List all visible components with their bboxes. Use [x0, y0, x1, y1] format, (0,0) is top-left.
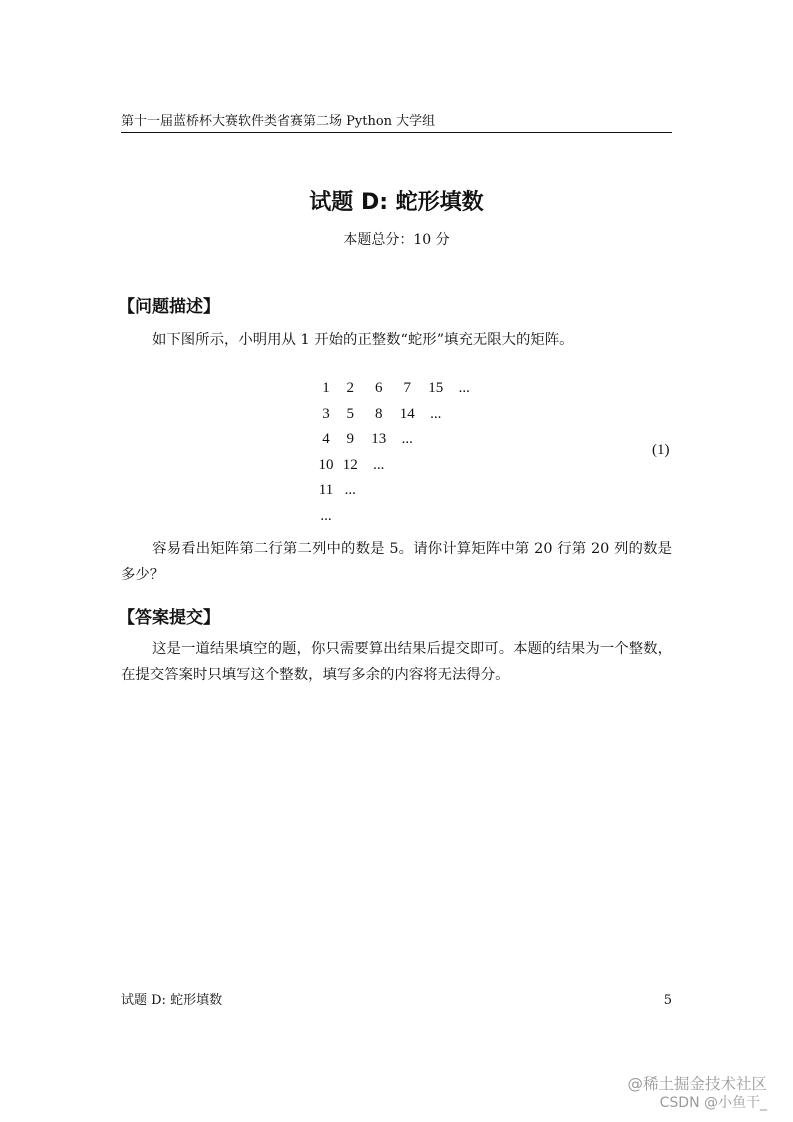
matrix-cell: 10	[318, 456, 334, 473]
description-intro-text: 如下图所示，小明用从 1 开始的正整数“蛇形”填充无限大的矩阵。	[152, 332, 574, 348]
matrix-cell: 2	[346, 380, 354, 396]
watermark-line-2: CSDN @小鱼干_	[659, 1095, 767, 1111]
matrix-row	[316, 402, 479, 428]
problem-title: 试题 D: 蛇形填数	[309, 190, 484, 215]
matrix-cell: ...	[344, 482, 356, 498]
matrix-cell: 6	[375, 380, 383, 396]
matrix-cell: 12	[342, 456, 358, 473]
watermark	[627, 1074, 767, 1113]
description-question-text: 容易看出矩阵第二行第二列中的数是 5。请你计算矩阵中第 20 行第 20 列的数是多少？	[121, 541, 672, 583]
problem-score: 本题总分：10 分	[343, 232, 450, 248]
matrix-row	[316, 376, 479, 402]
matrix-cell: ...	[401, 431, 413, 447]
page-number: 5	[663, 993, 672, 1008]
matrix-cell: 8	[375, 405, 383, 422]
matrix-row	[316, 504, 479, 530]
footer-title: 试题 D: 蛇形填数	[121, 993, 223, 1008]
matrix-cell: ...	[320, 507, 332, 524]
matrix-row	[316, 427, 479, 453]
submission-text-body: 这是一道结果填空的题，你只需要算出结果后提交即可。本题的结果为一个整数，在提交答案时只填写这个整数，填写多余的内容将无法得分。	[121, 641, 672, 683]
matrix-cell: 11	[318, 482, 334, 498]
matrix-cell: ...	[373, 456, 385, 473]
matrix-cell: ...	[458, 380, 470, 396]
matrix-cell: 9	[346, 431, 354, 447]
section-heading-submission: 【答案提交】	[118, 608, 220, 628]
description-intro	[121, 327, 672, 353]
matrix-cell: 1	[322, 380, 330, 396]
matrix-cell: 13	[371, 431, 387, 447]
section-heading-description: 【问题描述】	[118, 297, 220, 317]
running-footer	[121, 992, 672, 1010]
matrix-cell: 14	[399, 405, 415, 422]
description-question	[121, 536, 672, 588]
matrix-cell: 15	[428, 380, 444, 396]
running-header-text: 第十一届蓝桥杯大赛软件类省赛第二场 Python 大学组	[121, 114, 436, 129]
running-header	[121, 112, 672, 133]
matrix-row	[316, 453, 479, 479]
watermark-line-1: @稀土掘金技术社区	[627, 1075, 767, 1093]
matrix-cell: 3	[322, 405, 330, 422]
matrix-cell: 5	[346, 405, 354, 422]
title-block	[0, 188, 793, 250]
matrix-cell: 4	[322, 431, 330, 447]
equation-number: (1)	[652, 442, 670, 458]
submission-text	[121, 636, 672, 688]
matrix-cell: ...	[430, 405, 442, 422]
matrix-row	[316, 478, 479, 504]
matrix-cell: 7	[403, 380, 411, 396]
snake-matrix	[316, 376, 479, 529]
